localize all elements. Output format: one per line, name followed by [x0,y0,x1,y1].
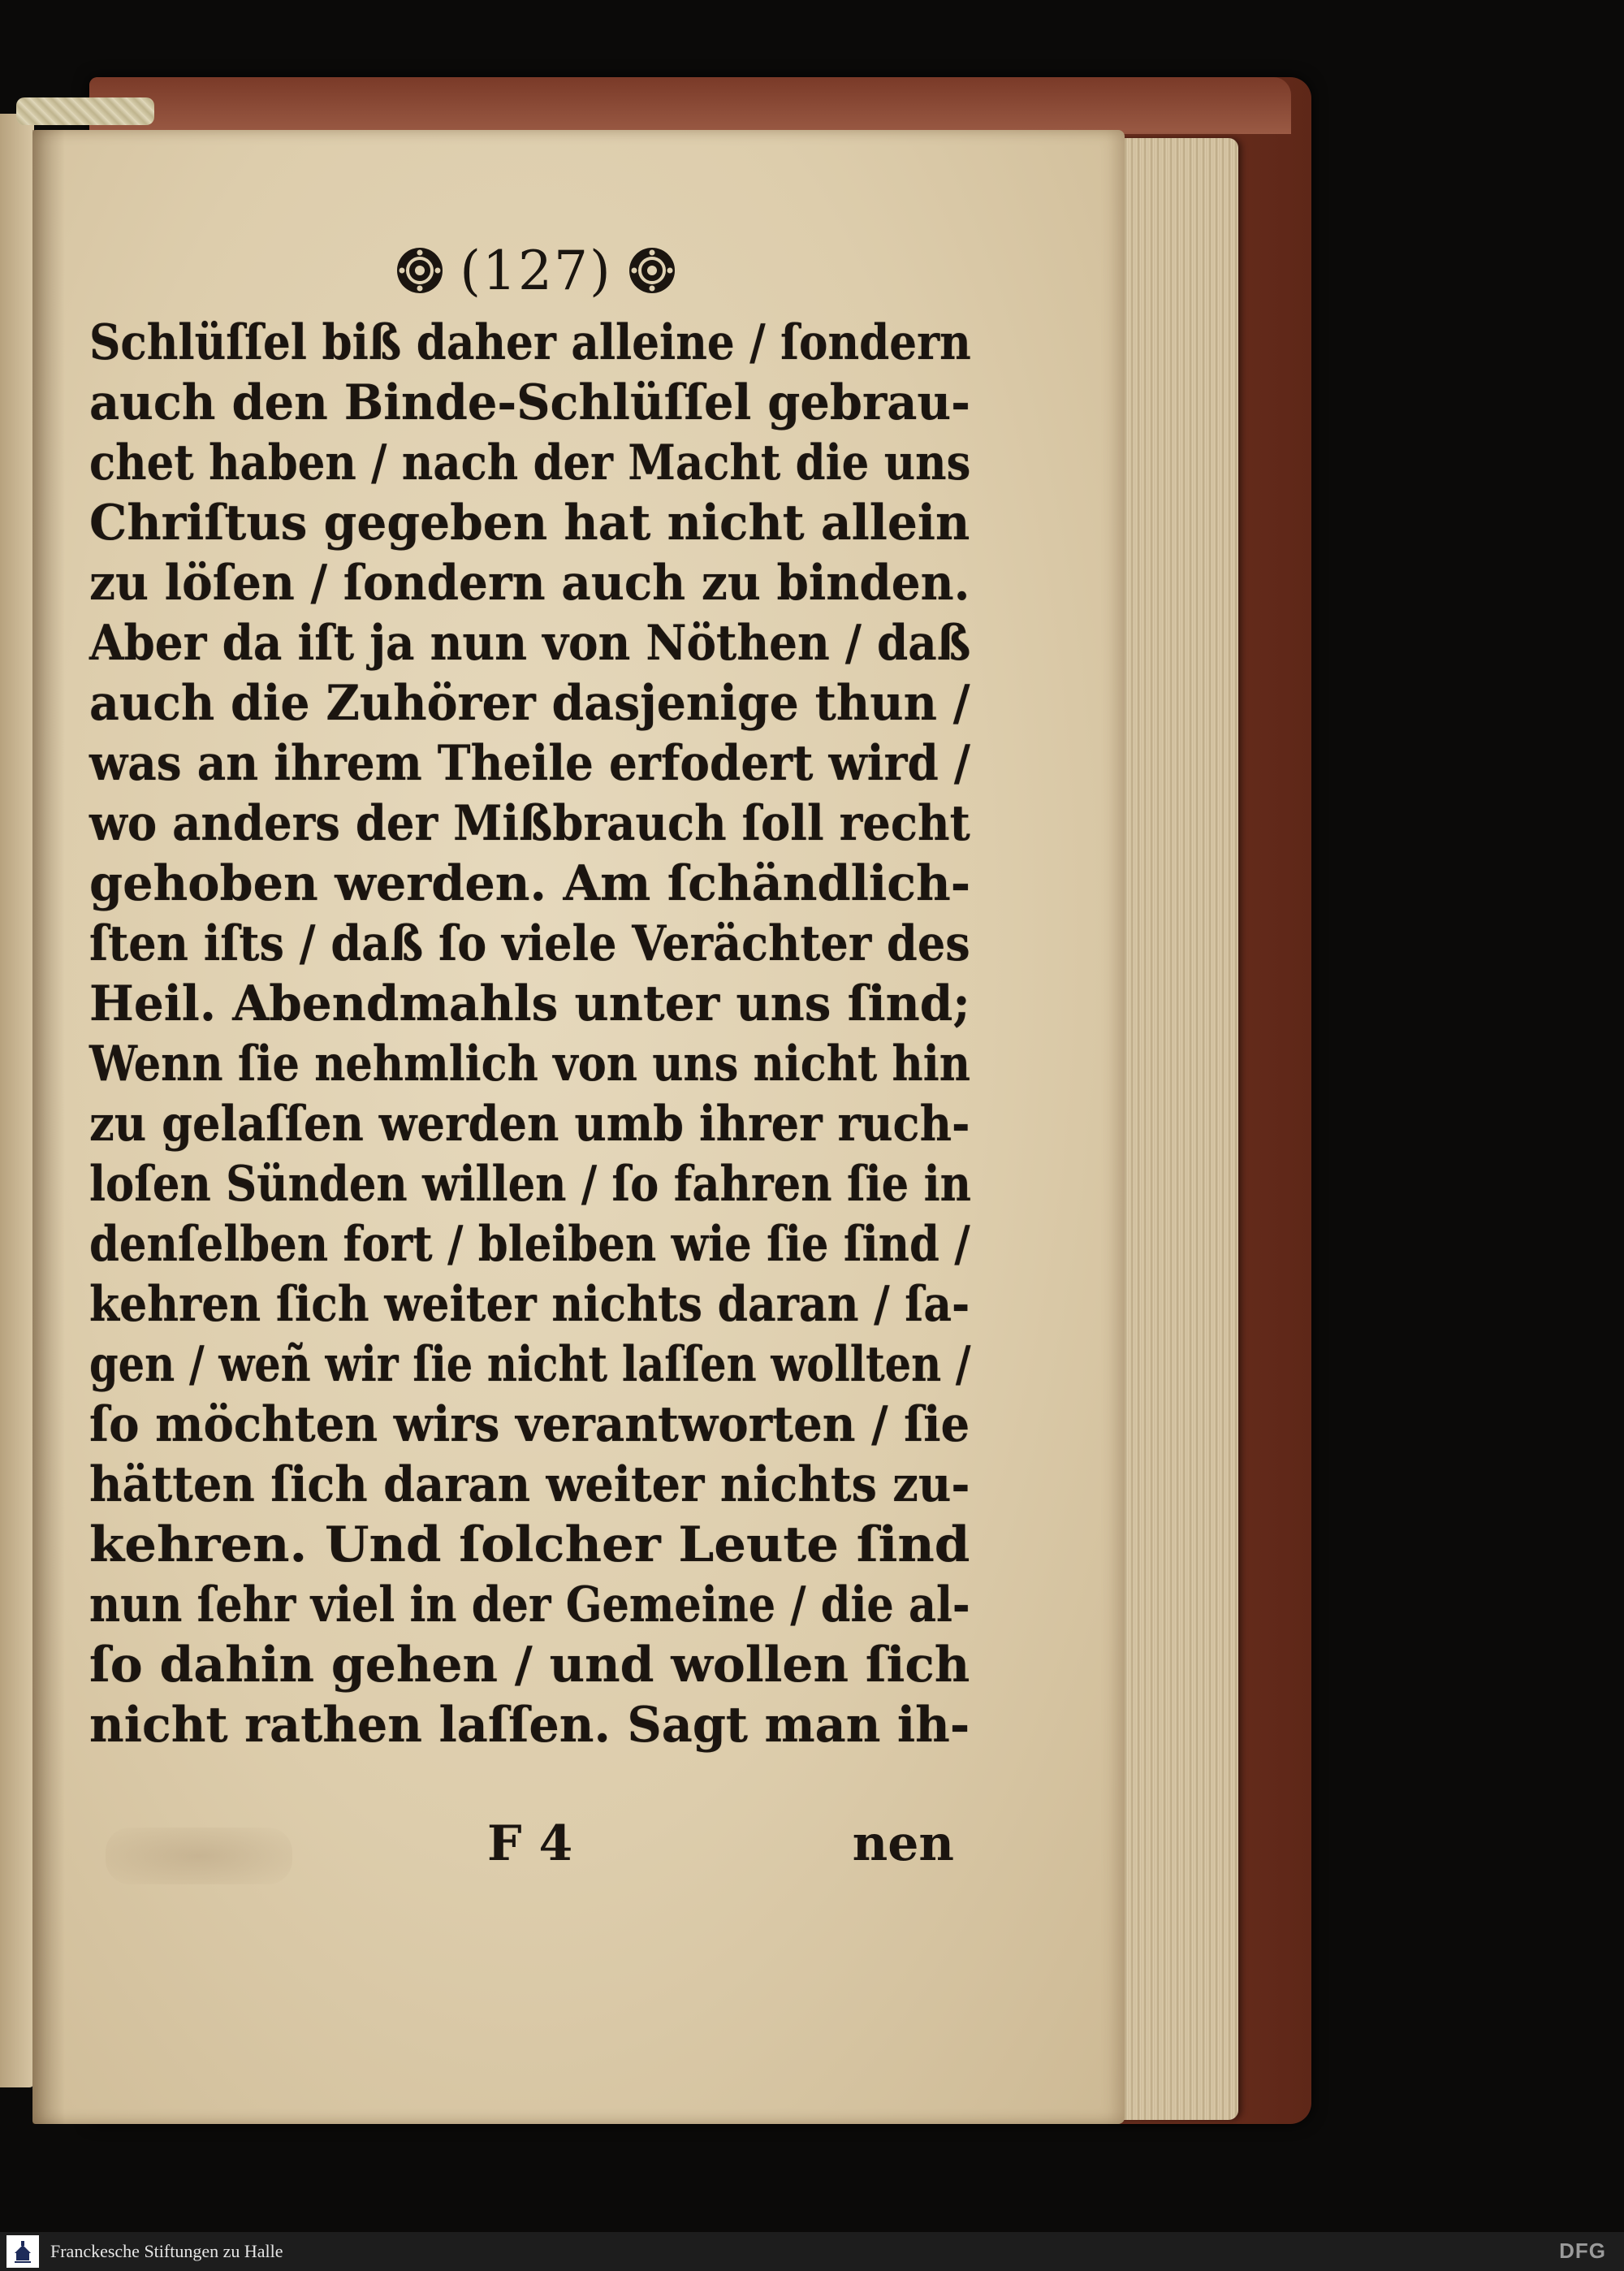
dfg-logo[interactable]: DFG [1559,2239,1606,2263]
text-line: kehren ſich weiter nichts daran / ſa- [89,1276,970,1333]
spine-shadow [32,130,65,2124]
text-line: denſelben fort / bleiben wie ſie ſind / [89,1216,970,1273]
text-line: zu löſen / ſondern auch zu binden. [89,555,970,612]
text-line: gehoben werden. Am ſchändlich- [89,855,971,912]
text-line: wo anders der Mißbrauch ſoll recht [89,795,970,852]
text-line: Aber da iſt ja nun von Nöthen / daß [89,615,971,672]
catchword: nen [852,1815,954,1872]
text-line: was an ihrem Theile erfodert wird / [89,735,970,792]
text-line: Wenn ſie nehmlich von uns nicht hin [89,1036,970,1092]
text-line: zu gelaſſen werden umb ihrer ruch- [89,1096,970,1153]
rosette-ornament-icon [627,245,677,296]
text-line: chet haben / nach der Macht die uns [89,435,971,491]
text-line: Chriſtus gegeben hat nicht allein [89,495,970,552]
binding-cord [16,97,154,125]
text-line: nicht rathen laſſen. Sagt man ih- [89,1697,970,1754]
page-edges [1108,138,1238,2120]
text-line: Schlüſſel biß daher alleine / ſondern [89,314,971,371]
text-line: loſen Sünden willen / ſo fahren ſie in [89,1156,971,1213]
text-line: auch den Binde-Schlüſſel gebrau- [89,374,970,431]
text-line: nun ſehr viel in der Gemeine / die al- [89,1577,970,1633]
text-line: auch die Zuhörer dasjenige thun / [89,675,970,732]
left-page-edge [0,114,34,2087]
text-line: ſo möchten wirs verantworten / ſie [89,1396,970,1453]
cover-top-edge [89,77,1291,134]
text-line: ſo dahin gehen / und wollen ſich [89,1637,970,1694]
text-line: kehren. Und ſolcher Leute ſind [89,1516,970,1573]
page-header [382,234,690,307]
body-text [89,313,970,1755]
rosette-ornament-icon [395,245,445,296]
text-line: gen / weñ wir ſie nicht laſſen wollten / [89,1336,971,1393]
page-number: (127) [460,239,612,302]
institution-logo-icon[interactable] [6,2235,39,2268]
viewer-bottom-bar [0,2232,1624,2271]
text-line: ſten iſts / daß ſo viele Verächter des [89,915,970,972]
printer-signature: F 4 [487,1815,573,1872]
institution-name[interactable]: Franckesche Stiftungen zu Halle [50,2241,283,2261]
text-line: hätten ſich daran weiter nichts zu- [89,1456,970,1513]
page-footer [89,1811,970,1884]
text-line: Heil. Abendmahls unter uns ſind; [89,975,970,1032]
